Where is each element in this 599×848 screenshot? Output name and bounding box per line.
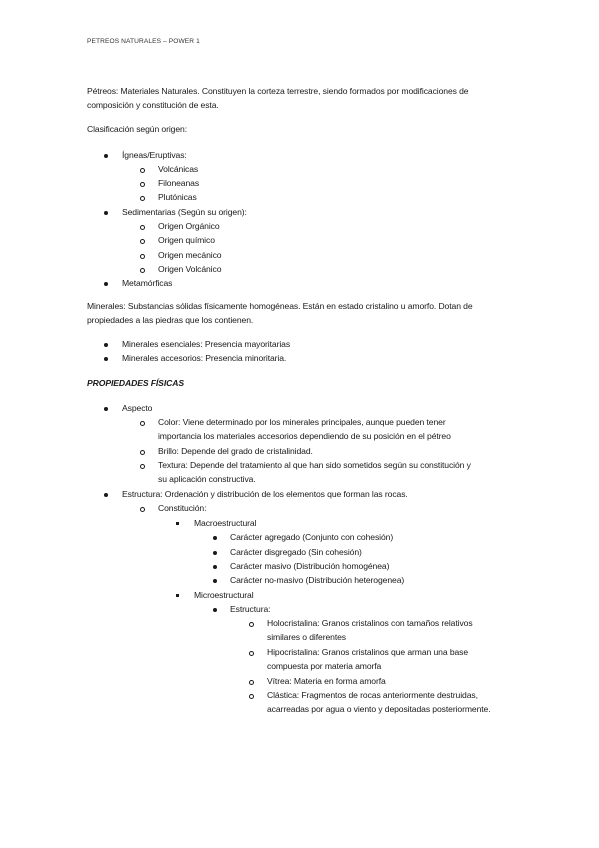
list-item-caracter-agregado: Carácter agregado (Conjunto con cohesión) (230, 532, 394, 542)
list-item-textura-line-2: su aplicación constructiva. (158, 474, 256, 484)
bullet-icon (104, 211, 108, 215)
circle-bullet-icon (140, 507, 145, 512)
list-item-brillo: Brillo: Depende del grado de cristalinidad. (158, 446, 313, 456)
list-item-color-line-1: Color: Viene determinado por los minerales principales, aunque pueden tener (158, 417, 446, 427)
list-item-origen-volcanico: Origen Volcánico (158, 264, 222, 274)
circle-bullet-icon (140, 464, 145, 469)
list-item-plutonicas: Plutónicas (158, 192, 197, 202)
minerales-definition-line-2: propiedades a las piedras que los contienen. (87, 315, 254, 325)
circle-bullet-icon (249, 651, 254, 656)
circle-bullet-icon (140, 450, 145, 455)
list-item-filoneanas: Filoneanas (158, 178, 200, 188)
list-item-estructura-sub: Estructura: (230, 604, 271, 614)
list-item-origen-mecanico: Origen mecánico (158, 250, 222, 260)
list-item-minerales-accesorios: Minerales accesorios: Presencia minoritaria. (122, 353, 287, 363)
list-item-constitucion: Constitución: (158, 503, 207, 513)
page-header: PETREOS NATURALES – POWER 1 (87, 38, 200, 45)
list-item-caracter-disgregado: Carácter disgregado (Sin cohesión) (230, 547, 362, 557)
circle-bullet-icon (140, 239, 145, 244)
circle-bullet-icon (140, 225, 145, 230)
list-item-macroestructural: Macroestructural (194, 518, 257, 528)
bullet-icon (104, 357, 108, 361)
bullet-icon (104, 407, 108, 411)
circle-bullet-icon (249, 680, 254, 685)
bullet-icon (104, 343, 108, 347)
list-item-minerales-esenciales: Minerales esenciales: Presencia mayoritarias (122, 339, 291, 349)
list-item-caracter-masivo: Carácter masivo (Distribución homogénea) (230, 561, 390, 571)
list-item-vitrea: Vítrea: Materia en forma amorfa (267, 676, 386, 686)
square-bullet-icon (176, 594, 179, 597)
propiedades-heading: PROPIEDADES FÍSICAS (87, 378, 184, 388)
circle-bullet-icon (140, 421, 145, 426)
list-item-clastica-line-2: acarreadas por agua o viento y depositadas posteriormente. (267, 704, 491, 714)
clasificacion-heading: Clasificación según origen: (87, 124, 188, 134)
bullet-icon (213, 579, 217, 583)
minerales-definition-line-1: Minerales: Substancias sólidas físicamente homogéneas. Están en estado cristalino u amorfo. Dotan de (87, 301, 473, 311)
list-item-aspecto: Aspecto (122, 403, 153, 413)
bullet-icon (213, 536, 217, 540)
list-item-microestructural: Microestructural (194, 590, 254, 600)
circle-bullet-icon (140, 168, 145, 173)
circle-bullet-icon (249, 694, 254, 699)
bullet-icon (104, 282, 108, 286)
list-item-holocristalina-line-1: Holocristalina: Granos cristalinos con tamaños relativos (267, 618, 473, 628)
list-item-igneas: Ígneas/Eruptivas: (122, 150, 187, 160)
list-item-holocristalina-line-2: similares o diferentes (267, 632, 346, 642)
list-item-color-line-2: importancia los materiales accesorios dependiendo de su posición en el pétreo (158, 431, 451, 441)
circle-bullet-icon (140, 182, 145, 187)
list-item-hipocristalina-line-1: Hipocristalina: Granos cristalinos que arman una base (267, 647, 469, 657)
petreos-definition-line-2: composición y constitución de esta. (87, 100, 219, 110)
list-item-volcanicas: Volcánicas (158, 164, 199, 174)
circle-bullet-icon (140, 254, 145, 259)
list-item-origen-organico: Origen Orgánico (158, 221, 220, 231)
bullet-icon (213, 608, 217, 612)
bullet-icon (104, 493, 108, 497)
list-item-clastica-line-1: Clástica: Fragmentos de rocas anteriormente destruidas, (267, 690, 478, 700)
list-item-textura-line-1: Textura: Depende del tratamiento al que han sido sometidos según su constitución y (158, 460, 471, 470)
bullet-icon (213, 551, 217, 555)
bullet-icon (104, 154, 108, 158)
bullet-icon (213, 565, 217, 569)
list-item-caracter-no-masivo: Carácter no-masivo (Distribución heterogenea) (230, 575, 405, 585)
list-item-hipocristalina-line-2: compuesta por materia amorfa (267, 661, 382, 671)
circle-bullet-icon (140, 268, 145, 273)
list-item-metamorficas: Metamórficas (122, 278, 173, 288)
circle-bullet-icon (140, 196, 145, 201)
list-item-estructura: Estructura: Ordenación y distribución de los elementos que forman las rocas. (122, 489, 408, 499)
petreos-definition-line-1: Pétreos: Materiales Naturales. Constituyen la corteza terrestre, siendo formados por modificaciones de (87, 86, 469, 96)
list-item-origen-quimico: Origen químico (158, 235, 215, 245)
circle-bullet-icon (249, 622, 254, 627)
list-item-sedimentarias: Sedimentarias (Según su origen): (122, 207, 247, 217)
square-bullet-icon (176, 522, 179, 525)
